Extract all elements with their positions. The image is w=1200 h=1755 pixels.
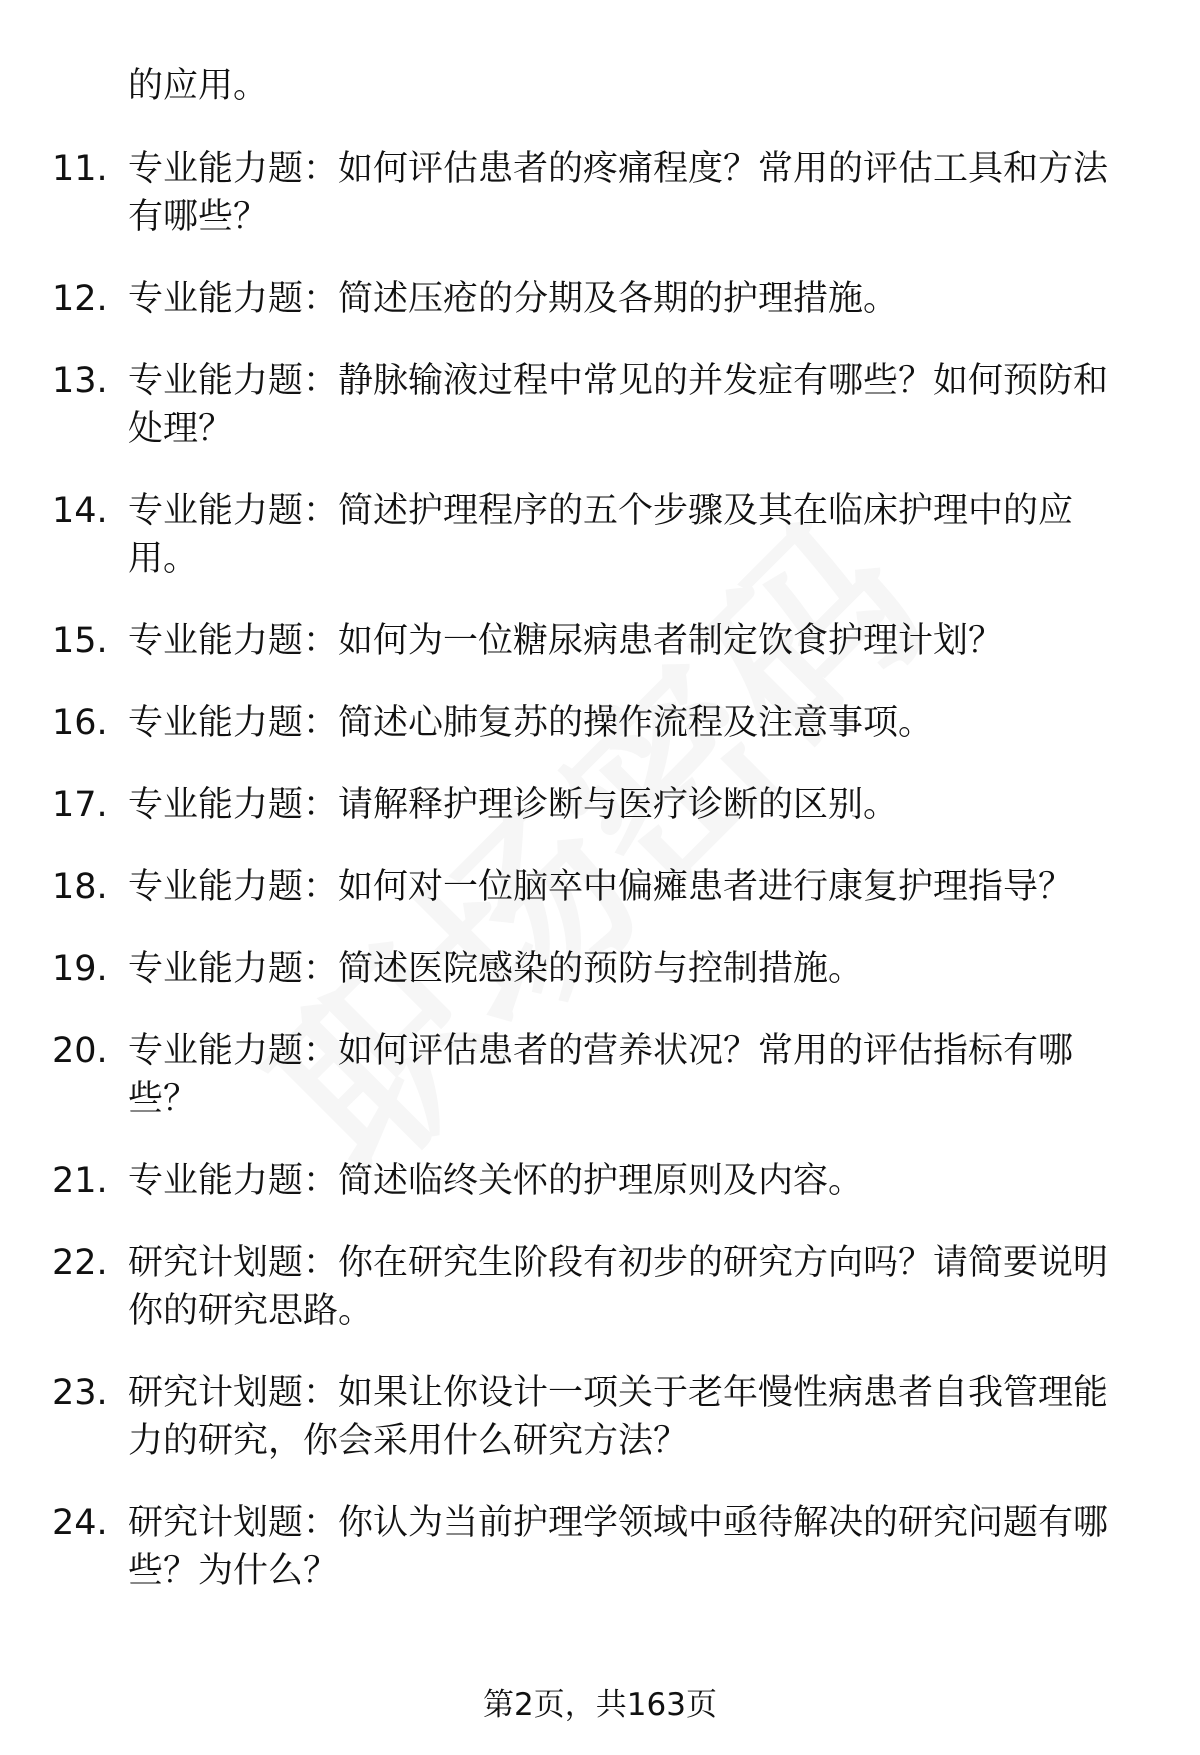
question-number: 16. bbox=[52, 703, 108, 743]
question-text: 专业能力题：静脉输液过程中常见的并发症有哪些？如何预防和处理？ bbox=[128, 361, 1109, 449]
question-item bbox=[0, 945, 1200, 993]
question-number: 17. bbox=[52, 785, 108, 825]
question-item bbox=[0, 1369, 1200, 1465]
question-item bbox=[0, 1499, 1200, 1595]
question-text: 专业能力题：如何对一位脑卒中偏瘫患者进行康复护理指导？ bbox=[128, 867, 1074, 907]
question-item bbox=[0, 617, 1200, 665]
question-text: 研究计划题：你认为当前护理学领域中亟待解决的研究问题有哪些？为什么？ bbox=[128, 1503, 1109, 1591]
question-text: 专业能力题：如何评估患者的营养状况？常用的评估指标有哪些？ bbox=[128, 1031, 1074, 1119]
question-item bbox=[0, 863, 1200, 911]
question-number: 15. bbox=[52, 621, 108, 661]
question-item bbox=[0, 781, 1200, 829]
question-text: 专业能力题：简述医院感染的预防与控制措施。 bbox=[128, 949, 864, 989]
question-number: 24. bbox=[52, 1503, 108, 1543]
question-item bbox=[0, 357, 1200, 453]
question-text: 专业能力题：如何评估患者的疼痛程度？常用的评估工具和方法有哪些？ bbox=[128, 149, 1109, 237]
question-text: 专业能力题：简述护理程序的五个步骤及其在临床护理中的应用。 bbox=[128, 491, 1074, 579]
question-text: 专业能力题：请解释护理诊断与医疗诊断的区别。 bbox=[128, 785, 899, 825]
question-number: 13. bbox=[52, 361, 108, 401]
question-list bbox=[0, 145, 1200, 1629]
question-item bbox=[0, 275, 1200, 323]
question-number: 21. bbox=[52, 1161, 108, 1201]
question-number: 12. bbox=[52, 279, 108, 319]
question-item bbox=[0, 487, 1200, 583]
question-number: 22. bbox=[52, 1243, 108, 1283]
question-text: 专业能力题：简述临终关怀的护理原则及内容。 bbox=[128, 1161, 864, 1201]
question-text: 专业能力题：简述心肺复苏的操作流程及注意事项。 bbox=[128, 703, 934, 743]
question-number: 18. bbox=[52, 867, 108, 907]
question-item bbox=[0, 1157, 1200, 1205]
question-item bbox=[0, 1239, 1200, 1335]
question-number: 23. bbox=[52, 1373, 108, 1413]
question-number: 20. bbox=[52, 1031, 108, 1071]
question-number: 14. bbox=[52, 491, 108, 531]
question-number: 11. bbox=[52, 149, 108, 189]
continuation-text: 的应用。 bbox=[128, 66, 269, 106]
question-text: 专业能力题：如何为一位糖尿病患者制定饮食护理计划？ bbox=[128, 621, 1004, 661]
question-item bbox=[0, 145, 1200, 241]
question-number: 19. bbox=[52, 949, 108, 989]
question-text: 研究计划题：如果让你设计一项关于老年慢性病患者自我管理能力的研究，你会采用什么研究方法？ bbox=[128, 1373, 1109, 1461]
question-item bbox=[0, 699, 1200, 747]
question-text: 专业能力题：简述压疮的分期及各期的护理措施。 bbox=[128, 279, 899, 319]
page-footer: 第2页，共163页 bbox=[483, 1687, 717, 1723]
question-item bbox=[0, 1027, 1200, 1123]
question-text: 研究计划题：你在研究生阶段有初步的研究方向吗？请简要说明你的研究思路。 bbox=[128, 1243, 1109, 1331]
